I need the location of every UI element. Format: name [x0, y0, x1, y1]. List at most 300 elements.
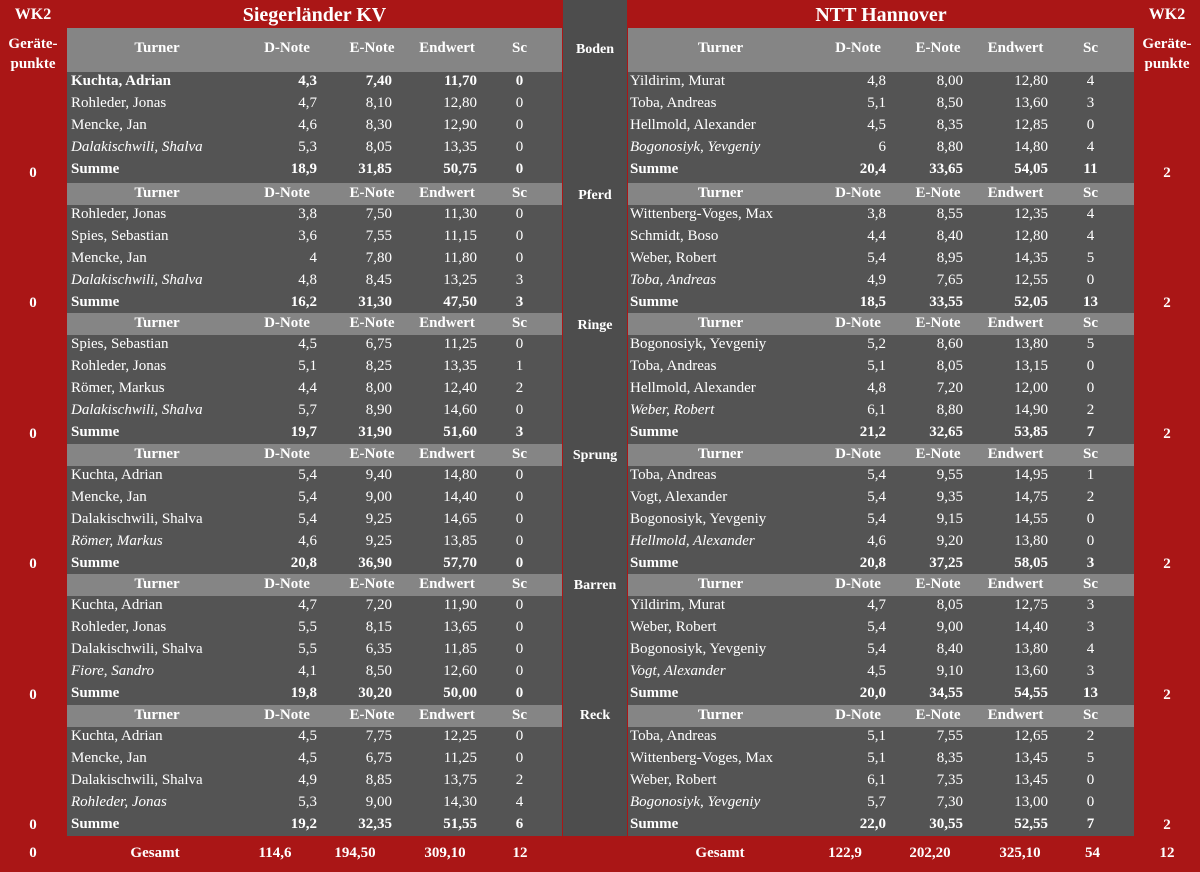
athlete-name: Weber, Robert	[630, 772, 717, 788]
score-sc: 4	[1086, 228, 1095, 244]
sum-e: 32,35	[358, 816, 392, 832]
sum-end: 50,00	[443, 685, 477, 701]
team-left-title: Siegerländer KV	[242, 4, 387, 26]
header-end: Endwert	[419, 576, 475, 592]
score-d: 4,8	[867, 73, 886, 89]
apparatus-label: Reck	[579, 708, 611, 723]
header-name: Turner	[697, 185, 744, 201]
table-header	[628, 574, 1134, 596]
score-d: 4	[309, 250, 317, 266]
score-sc: 0	[1086, 358, 1095, 374]
sum-end: 57,70	[443, 555, 477, 571]
athlete-name: Yildirim, Murat	[630, 73, 725, 89]
sum-d: 20,8	[859, 555, 886, 571]
sum-label: Summe	[71, 424, 120, 440]
score-d: 4,6	[298, 533, 317, 549]
score-end: 12,90	[443, 117, 477, 133]
score-end: 13,35	[443, 358, 477, 374]
header-d: D-Note	[835, 185, 881, 201]
score-e: 9,25	[365, 511, 392, 527]
athlete-name: Schmidt, Boso	[630, 228, 719, 244]
total-e: 194,50	[334, 845, 376, 861]
score-sc: 3	[515, 272, 524, 288]
table-row	[628, 794, 1134, 816]
header-d: D-Note	[264, 707, 310, 723]
score-e: 8,80	[936, 139, 963, 155]
score-e: 8,00	[365, 380, 392, 396]
sum-d: 20,8	[290, 555, 317, 571]
table-header	[67, 444, 562, 466]
sum-d: 16,2	[290, 294, 317, 310]
score-sc: 4	[1086, 73, 1095, 89]
header-name: Turner	[697, 40, 744, 56]
score-d: 4,5	[867, 663, 886, 679]
total-d: 122,9	[828, 845, 862, 861]
wk-left-subtitle	[0, 34, 66, 74]
athlete-name: Weber, Robert	[630, 250, 717, 266]
score-end: 13,00	[1014, 794, 1048, 810]
athlete-name: Dalakischwili, Shalva	[71, 641, 203, 657]
athlete-name: Kuchta, Adrian	[71, 467, 163, 483]
sum-end: 52,55	[1014, 816, 1048, 832]
sum-end: 58,05	[1014, 555, 1048, 571]
sum-label: Summe	[71, 685, 120, 701]
sum-d: 18,5	[859, 294, 886, 310]
apparatus-points: 2	[1163, 817, 1171, 833]
header-e: E-Note	[915, 446, 961, 462]
athlete-name: Bogonosiyk, Yevgeniy	[630, 794, 761, 810]
score-e: 9,25	[365, 533, 392, 549]
header-d: D-Note	[835, 446, 881, 462]
sum-d: 19,8	[290, 685, 317, 701]
table-row	[628, 597, 1134, 619]
sum-end: 51,55	[443, 816, 477, 832]
sum-e: 30,55	[929, 816, 963, 832]
sum-d: 18,9	[290, 161, 317, 177]
athlete-name: Rohleder, Jonas	[71, 794, 167, 810]
header-name: Turner	[697, 576, 744, 592]
header-d: D-Note	[264, 40, 310, 56]
score-sc: 2	[1086, 489, 1095, 505]
score-sc: 0	[515, 489, 524, 505]
apparatus-label: Sprung	[572, 448, 618, 463]
score-d: 5,4	[867, 641, 886, 657]
sum-sc: 3	[515, 424, 524, 440]
score-end: 14,75	[1014, 489, 1048, 505]
score-sc: 0	[515, 117, 524, 133]
score-end: 14,65	[443, 511, 477, 527]
score-e: 9,20	[936, 533, 963, 549]
score-end: 13,80	[1014, 336, 1048, 352]
table-row	[67, 597, 562, 619]
table-row	[67, 358, 562, 380]
apparatus-points: 0	[29, 295, 37, 311]
score-e: 8,40	[936, 228, 963, 244]
header-e: E-Note	[349, 315, 395, 331]
score-end: 13,75	[443, 772, 477, 788]
sum-e: 34,55	[929, 685, 963, 701]
total-sc: 54	[1085, 845, 1100, 861]
header-name: Turner	[697, 707, 744, 723]
score-sc: 1	[515, 358, 524, 374]
score-sc: 2	[1086, 402, 1095, 418]
sum-sc: 13	[1083, 294, 1098, 310]
score-e: 7,20	[936, 380, 963, 396]
table-header	[628, 705, 1134, 727]
athlete-name: Vogt, Alexander	[630, 663, 726, 679]
sum-e: 33,55	[929, 294, 963, 310]
sum-e: 31,90	[358, 424, 392, 440]
sum-label: Summe	[71, 294, 120, 310]
score-sc: 5	[1086, 250, 1095, 266]
wk-right-sub2: punkte	[1144, 56, 1190, 72]
score-end: 13,60	[1014, 663, 1048, 679]
table-row	[628, 750, 1134, 772]
score-e: 7,80	[365, 250, 392, 266]
athlete-name: Vogt, Alexander	[630, 489, 728, 505]
team-right-table	[628, 28, 1134, 836]
header-end: Endwert	[419, 40, 475, 56]
athlete-name: Hellmold, Alexander	[630, 380, 756, 396]
athlete-name: Toba, Andreas	[630, 358, 717, 374]
score-d: 6	[878, 139, 886, 155]
score-d: 6,1	[867, 772, 886, 788]
header-e: E-Note	[349, 576, 395, 592]
sum-e: 32,65	[929, 424, 963, 440]
score-d: 4,5	[867, 117, 886, 133]
header-end: Endwert	[419, 446, 475, 462]
sum-d: 20,0	[859, 685, 886, 701]
athlete-name: Wittenberg-Voges, Max	[630, 750, 773, 766]
score-e: 8,80	[936, 402, 963, 418]
header-e: E-Note	[915, 707, 961, 723]
score-d: 4,7	[867, 597, 886, 613]
score-d: 5,7	[298, 402, 317, 418]
sum-sc: 13	[1083, 685, 1098, 701]
score-sc: 0	[515, 641, 524, 657]
athlete-name: Dalakischwili, Shalva	[71, 139, 203, 155]
score-sc: 0	[515, 250, 524, 266]
wk-left-title: WK2	[14, 6, 52, 23]
table-row	[628, 663, 1134, 685]
score-end: 11,90	[443, 597, 477, 613]
apparatus-points: 2	[1163, 426, 1171, 442]
table-row	[628, 380, 1134, 402]
apparatus-column	[563, 0, 627, 836]
score-end: 14,35	[1014, 250, 1048, 266]
score-end: 12,00	[1014, 380, 1048, 396]
score-d: 5,4	[867, 511, 886, 527]
score-sc: 5	[1086, 750, 1095, 766]
header-end: Endwert	[987, 446, 1044, 462]
score-d: 5,1	[298, 358, 317, 374]
table-row	[628, 250, 1134, 272]
header-name: Turner	[134, 185, 180, 201]
score-sc: 0	[515, 228, 524, 244]
apparatus-points: 0	[29, 165, 37, 181]
score-sc: 0	[1086, 533, 1095, 549]
header-e: E-Note	[349, 40, 395, 56]
score-end: 12,65	[1014, 728, 1048, 744]
header-end: Endwert	[419, 315, 475, 331]
table-row	[67, 641, 562, 663]
wk-right-sub1: Geräte-	[1142, 36, 1192, 52]
score-sc: 1	[1086, 467, 1095, 483]
table-row	[628, 467, 1134, 489]
score-sc: 4	[1086, 139, 1095, 155]
table-row	[628, 73, 1134, 95]
score-end: 13,35	[443, 139, 477, 155]
table-row	[628, 772, 1134, 794]
athlete-name: Hellmold, Alexander	[630, 533, 755, 549]
score-d: 4,7	[298, 95, 317, 111]
header-d: D-Note	[835, 315, 881, 331]
table-row	[628, 228, 1134, 250]
score-d: 5,4	[298, 489, 317, 505]
score-d: 5,4	[867, 619, 886, 635]
score-d: 4,5	[298, 728, 317, 744]
score-e: 7,30	[936, 794, 963, 810]
score-end: 11,80	[443, 250, 477, 266]
header-sc: Sc	[1083, 446, 1098, 462]
header-d: D-Note	[264, 315, 310, 331]
score-e: 8,05	[936, 597, 963, 613]
score-sc: 0	[1086, 772, 1095, 788]
header-name: Turner	[134, 40, 180, 56]
score-sc: 4	[1086, 641, 1095, 657]
table-row	[628, 272, 1134, 294]
score-e: 7,55	[365, 228, 392, 244]
score-e: 8,95	[936, 250, 963, 266]
score-end: 13,65	[443, 619, 477, 635]
sum-label: Summe	[71, 816, 120, 832]
athlete-name: Toba, Andreas	[630, 272, 717, 288]
score-sc: 0	[515, 139, 524, 155]
score-d: 5,4	[867, 250, 886, 266]
score-e: 9,35	[936, 489, 963, 505]
athlete-name: Römer, Markus	[71, 380, 165, 396]
score-end: 12,80	[443, 95, 477, 111]
score-e: 7,55	[936, 728, 963, 744]
score-e: 8,25	[365, 358, 392, 374]
score-end: 14,55	[1014, 511, 1048, 527]
score-sc: 4	[1086, 206, 1095, 222]
sum-sc: 7	[1086, 816, 1095, 832]
athlete-name: Kuchta, Adrian	[71, 728, 163, 744]
athlete-name: Bogonosiyk, Yevgeniy	[630, 511, 767, 527]
header-e: E-Note	[915, 185, 961, 201]
sum-sc: 3	[1086, 555, 1095, 571]
score-sc: 2	[515, 380, 524, 396]
score-e: 7,65	[936, 272, 963, 288]
score-end: 12,40	[443, 380, 477, 396]
table-header	[67, 574, 562, 596]
score-sc: 0	[515, 206, 524, 222]
sum-label: Summe	[630, 161, 679, 177]
score-end: 11,85	[443, 641, 477, 657]
athlete-name: Bogonosiyk, Yevgeniy	[630, 139, 761, 155]
sum-row	[67, 161, 562, 183]
table-row	[628, 139, 1134, 161]
table-header	[67, 183, 562, 205]
score-end: 13,60	[1014, 95, 1048, 111]
athlete-name: Spies, Sebastian	[71, 228, 169, 244]
score-sc: 0	[515, 533, 524, 549]
table-row	[67, 139, 562, 161]
athlete-name: Weber, Robert	[630, 402, 715, 418]
score-e: 8,45	[365, 272, 392, 288]
score-end: 11,15	[443, 228, 477, 244]
score-d: 4,6	[298, 117, 317, 133]
score-sc: 2	[1086, 728, 1095, 744]
score-e: 9,40	[365, 467, 392, 483]
sum-row	[67, 424, 562, 446]
score-d: 3,6	[298, 228, 317, 244]
athlete-name: Weber, Robert	[630, 619, 717, 635]
athlete-name: Kuchta, Adrian	[71, 73, 172, 89]
sum-end: 54,05	[1014, 161, 1048, 177]
score-sc: 0	[1086, 272, 1095, 288]
score-end: 12,85	[1014, 117, 1048, 133]
sum-label: Summe	[630, 424, 679, 440]
score-e: 8,05	[365, 139, 392, 155]
table-row	[628, 117, 1134, 139]
score-e: 6,35	[365, 641, 392, 657]
score-e: 8,50	[365, 663, 392, 679]
score-sc: 0	[1086, 380, 1095, 396]
total-d: 114,6	[258, 845, 292, 861]
score-d: 4,1	[298, 663, 317, 679]
header-sc: Sc	[512, 315, 527, 331]
score-end: 13,15	[1014, 358, 1048, 374]
score-e: 6,75	[365, 750, 392, 766]
team-right-title: NTT Hannover	[815, 4, 947, 26]
score-e: 9,15	[936, 511, 963, 527]
sum-end: 54,55	[1014, 685, 1048, 701]
header-end: Endwert	[419, 707, 475, 723]
sum-d: 21,2	[859, 424, 886, 440]
wk-right-title: WK2	[1148, 6, 1186, 23]
table-row	[67, 467, 562, 489]
table-row	[628, 402, 1134, 424]
header-e: E-Note	[915, 40, 961, 56]
score-end: 12,60	[443, 663, 477, 679]
score-sc: 3	[1086, 597, 1095, 613]
sum-e: 33,65	[929, 161, 963, 177]
sum-e: 31,30	[358, 294, 392, 310]
score-d: 3,8	[298, 206, 317, 222]
sum-label: Summe	[630, 294, 679, 310]
score-e: 9,00	[365, 489, 392, 505]
sum-d: 19,2	[290, 816, 317, 832]
score-sc: 5	[1086, 336, 1095, 352]
athlete-name: Toba, Andreas	[630, 728, 717, 744]
sum-row	[628, 685, 1134, 707]
header-end: Endwert	[419, 185, 475, 201]
score-e: 7,35	[936, 772, 963, 788]
header-e: E-Note	[915, 315, 961, 331]
header-d: D-Note	[264, 185, 310, 201]
score-sc: 0	[515, 597, 524, 613]
score-e: 8,15	[365, 619, 392, 635]
wk-left-column	[0, 0, 66, 872]
table-row	[628, 206, 1134, 228]
score-d: 5,4	[298, 467, 317, 483]
score-e: 7,40	[365, 73, 392, 89]
table-row	[628, 728, 1134, 750]
score-end: 11,30	[443, 206, 477, 222]
score-sc: 0	[515, 95, 524, 111]
athlete-name: Bogonosiyk, Yevgeniy	[630, 336, 767, 352]
wk-right-column	[1134, 0, 1200, 872]
score-sc: 2	[515, 772, 524, 788]
table-row	[67, 619, 562, 641]
wk-right-total: 12	[1159, 845, 1175, 861]
table-row	[67, 250, 562, 272]
score-end: 14,80	[1014, 139, 1048, 155]
sum-end: 52,05	[1014, 294, 1048, 310]
sum-label: Summe	[630, 685, 679, 701]
score-e: 9,55	[936, 467, 963, 483]
score-d: 4,9	[298, 772, 317, 788]
score-d: 4,9	[867, 272, 886, 288]
header-name: Turner	[134, 315, 180, 331]
sum-row	[628, 161, 1134, 183]
score-end: 12,80	[1014, 228, 1048, 244]
score-e: 8,60	[936, 336, 963, 352]
athlete-name: Spies, Sebastian	[71, 336, 169, 352]
table-row	[67, 336, 562, 358]
score-e: 7,20	[365, 597, 392, 613]
sum-sc: 3	[515, 294, 524, 310]
athlete-name: Römer, Markus	[71, 533, 163, 549]
score-e: 6,75	[365, 336, 392, 352]
score-end: 11,25	[443, 750, 477, 766]
sum-e: 30,20	[358, 685, 392, 701]
sum-e: 31,85	[358, 161, 392, 177]
header-sc: Sc	[1083, 185, 1098, 201]
athlete-name: Dalakischwili, Shalva	[71, 272, 203, 288]
table-row	[67, 117, 562, 139]
header-e: E-Note	[915, 576, 961, 592]
score-e: 8,85	[365, 772, 392, 788]
table-row	[628, 489, 1134, 511]
sum-end: 51,60	[443, 424, 477, 440]
score-e: 7,75	[365, 728, 392, 744]
athlete-name: Rohleder, Jonas	[71, 95, 167, 111]
sum-end: 47,50	[443, 294, 477, 310]
header-e: E-Note	[349, 707, 395, 723]
score-end: 13,80	[1014, 533, 1048, 549]
athlete-name: Mencke, Jan	[71, 250, 147, 266]
athlete-name: Hellmold, Alexander	[630, 117, 756, 133]
sum-end: 53,85	[1014, 424, 1048, 440]
athlete-name: Bogonosiyk, Yevgeniy	[630, 641, 767, 657]
athlete-name: Kuchta, Adrian	[71, 597, 163, 613]
score-sc: 0	[1086, 117, 1095, 133]
apparatus-points: 2	[1163, 687, 1171, 703]
score-d: 5,1	[867, 750, 886, 766]
table-row	[628, 95, 1134, 117]
sum-row	[67, 685, 562, 707]
table-row	[67, 772, 562, 794]
header-sc: Sc	[512, 446, 527, 462]
apparatus-label: Pferd	[578, 188, 612, 203]
score-sc: 0	[515, 336, 524, 352]
score-d: 5,1	[867, 358, 886, 374]
header-end: Endwert	[987, 185, 1044, 201]
apparatus-points: 0	[29, 687, 37, 703]
